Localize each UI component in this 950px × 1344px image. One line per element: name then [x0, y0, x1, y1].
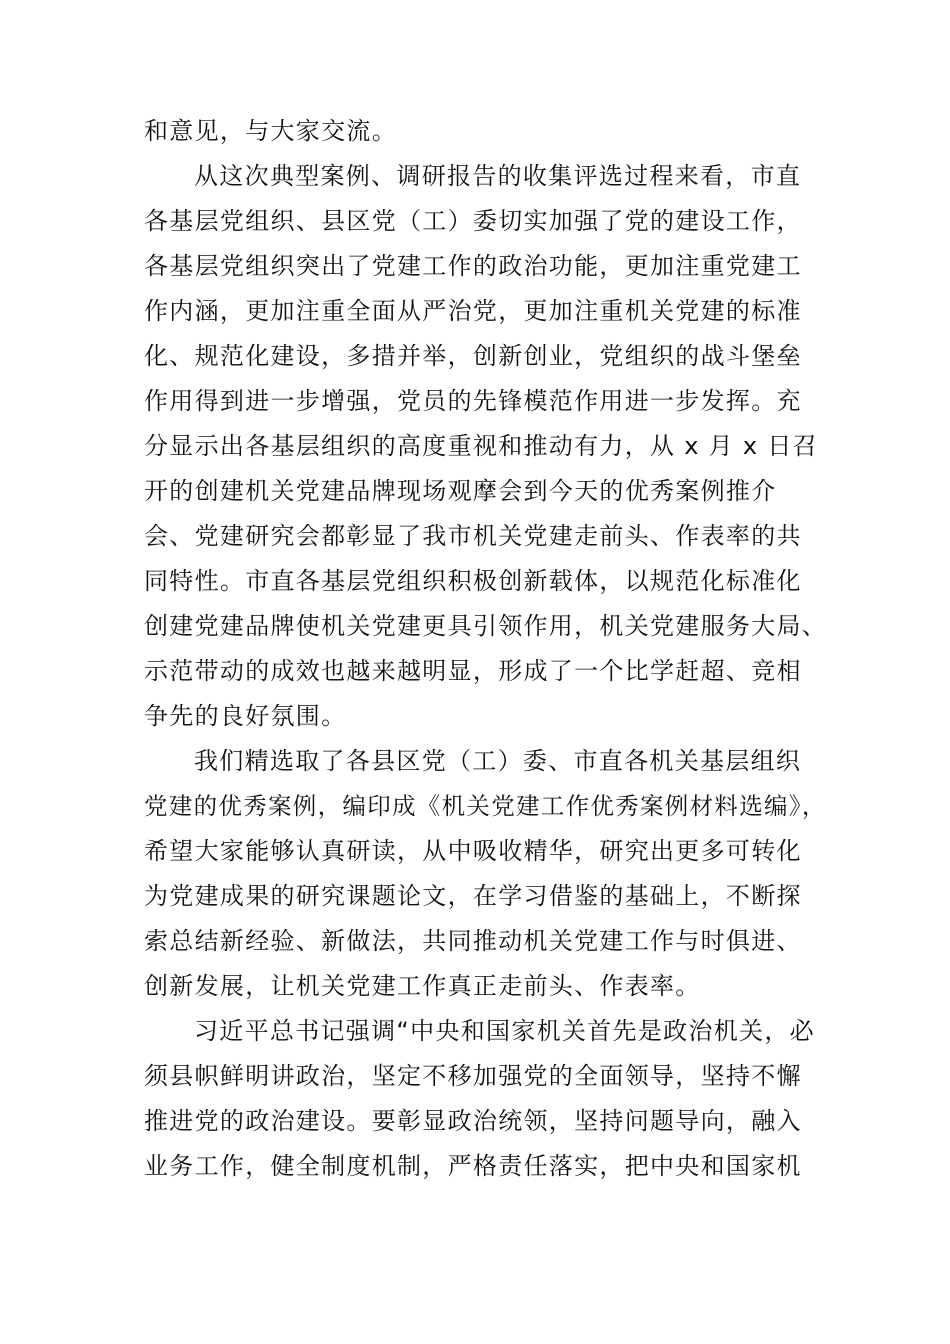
text-line: 化、规范化建设，多措并举，创新创业，党组织的战斗堡垒 — [144, 342, 802, 370]
text-line: 同特性。市直各基层党组织积极创新载体，以规范化标准化 — [144, 567, 802, 595]
text-line: 索总结新经验、新做法，共同推动机关党建工作与时俱进、 — [144, 927, 802, 955]
text-line: 会、党建研究会都彰显了我市机关党建走前头、作表率的共 — [144, 522, 802, 550]
text-line: 从这次典型案例、调研报告的收集评选过程来看，市直 — [194, 162, 802, 190]
text-line: 创建党建品牌使机关党建更具引领作用，机关党建服务大局、 — [144, 612, 828, 640]
text-line: 各基层党组织、县区党（工）委切实加强了党的建设工作， — [144, 207, 802, 235]
text-line: 开的创建机关党建品牌现场观摩会到今天的优秀案例推介 — [144, 477, 777, 505]
text-line: 党建的优秀案例，编印成《机关党建工作优秀案例材料选编》， — [144, 792, 827, 820]
text-line: 须县帜鲜明讲政治，坚定不移加强党的全面领导，坚持不懈 — [144, 1062, 802, 1090]
text-line: 创新发展，让机关党建工作真正走前头、作表率。 — [144, 972, 701, 1000]
text-line: 和意见，与大家交流。 — [144, 117, 397, 145]
text-line: 希望大家能够认真研读，从中吸收精华，研究出更多可转化 — [144, 837, 802, 865]
text-line: 示范带动的成效也越来越明显，形成了一个比学赶超、竞相 — [144, 657, 802, 685]
text-line: 我们精选取了各县区党（工）委、市直各机关基层组织 — [194, 747, 802, 775]
text-line: 各基层党组织突出了党建工作的政治功能，更加注重党建工 — [144, 252, 802, 280]
text-line: 业务工作，健全制度机制，严格责任落实，把中央和国家机 — [144, 1152, 802, 1180]
text-line: 作内涵，更加注重全面从严治党，更加注重机关党建的标准 — [144, 297, 802, 325]
text-line: 分显示出各基层组织的高度重视和推动有力，从 x 月 x 日召 — [144, 432, 818, 460]
text-line: 推进党的政治建设。要彰显政治统领，坚持问题导向，融入 — [144, 1107, 802, 1135]
text-line: 争先的良好氛围。 — [144, 702, 347, 730]
text-line: 为党建成果的研究课题论文，在学习借鉴的基础上，不断探 — [144, 882, 802, 910]
text-line: 作用得到进一步增强，党员的先锋模范作用进一步发挥。充 — [144, 387, 802, 415]
text-line: 习近平总书记强调“中央和国家机关首先是政治机关，必 — [194, 1017, 815, 1045]
